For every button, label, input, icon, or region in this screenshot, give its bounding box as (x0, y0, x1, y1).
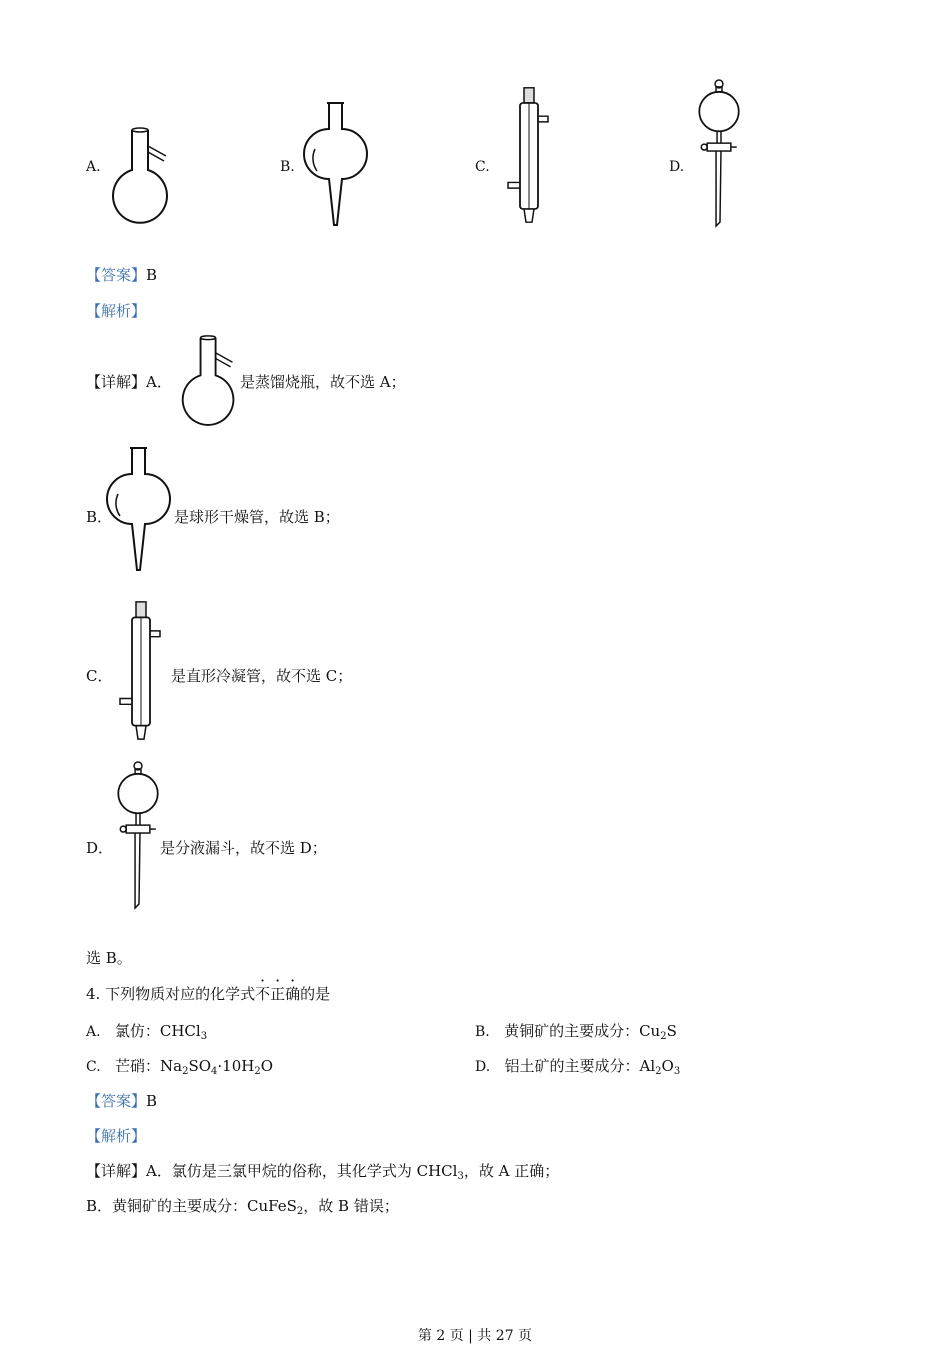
q4-detail-a-sub: 3 (457, 1171, 464, 1182)
detail-d-label: D． (86, 839, 114, 857)
q4-detail-b (86, 1196, 399, 1216)
detail-b-text: 是球形干燥管，故选 B； (174, 508, 340, 526)
q4-option-a-label: A. (86, 1024, 101, 1040)
q4-option-d-sub2: 3 (673, 1066, 681, 1077)
distillation-flask-small-image (180, 334, 238, 428)
q4-option-b-sub: 2 (660, 1031, 667, 1042)
q4-option-c-sub3: 2 (254, 1066, 261, 1077)
distillation-flask-image (112, 126, 170, 226)
q4-detail-a-text: A．氯仿是三氯甲烷的俗称，其化学式为 CHCl (146, 1162, 458, 1180)
detail-tag: 【详解】 (86, 1162, 147, 1180)
q3-answer (86, 265, 157, 285)
answer-tag: 【答案】 (86, 1092, 147, 1110)
q4-option-d-text: 铝土矿的主要成分：Al (504, 1057, 656, 1075)
separatory-funnel-image (697, 78, 743, 228)
option-d-label: D. (669, 159, 685, 175)
detail-c-label: C． (86, 667, 113, 685)
option-b-label: B. (280, 159, 295, 175)
page-footer: 第 2 页 | 共 27 页 (417, 1328, 533, 1344)
detail-tag: 【详解】 (86, 373, 147, 391)
detail-a-label: A． (146, 373, 172, 391)
q4-option-c-sub2: 4 (211, 1066, 218, 1077)
q4-option-b-end: S (666, 1022, 677, 1040)
q4-detail-a (86, 1161, 559, 1181)
q4-analysis-tag: 【解析】 (86, 1127, 147, 1145)
q4-option-d-mid: O (661, 1057, 674, 1075)
q4-detail-b-text: B．黄铜矿的主要成分：CuFeS (86, 1197, 297, 1215)
q4-option-b (475, 1021, 677, 1042)
condenser-image (500, 84, 556, 226)
q4-option-a-sub: 3 (200, 1031, 208, 1042)
q4-option-a (86, 1021, 207, 1042)
option-a-label: A. (86, 159, 101, 175)
q3-analysis-tag: 【解析】 (86, 302, 147, 320)
q4-option-d-label: D. (475, 1059, 491, 1075)
condenser-small-image (112, 598, 168, 743)
q4-detail-a-end: ，故 A 正确； (463, 1162, 560, 1180)
answer-value: B (146, 1092, 158, 1110)
detail-d-text: 是分液漏斗，故不选 D； (160, 839, 327, 857)
q4-stem-prefix: 4. 下列物质对应的化学式 (86, 985, 256, 1003)
q4-option-c (86, 1056, 273, 1077)
q4-option-d (475, 1056, 680, 1077)
q4-detail-b-end: ，故 B 错误； (303, 1197, 399, 1215)
q4-answer (86, 1091, 157, 1111)
q4-detail-b-sub: 2 (296, 1206, 304, 1217)
option-c-label: C. (475, 159, 490, 175)
answer-tag: 【答案】 (86, 266, 147, 284)
q4-stem-emphasis-3: 确 (285, 985, 301, 1003)
q3-conclusion: 选 B。 (86, 949, 132, 967)
q4-option-c-mid1: SO (188, 1057, 212, 1075)
q4-option-c-mid2: ·10H (217, 1057, 255, 1075)
q4-option-c-text: 芒硝：Na (114, 1057, 183, 1075)
q4-option-c-sub1: 2 (182, 1066, 189, 1077)
q4-option-a-text: 氯仿：CHCl (114, 1022, 201, 1040)
drying-tube-image (301, 99, 371, 229)
q4-option-b-text: 黄铜矿的主要成分：Cu (504, 1022, 661, 1040)
detail-a-text: 是蒸馏烧瓶，故不选 A； (240, 373, 406, 391)
q4-stem-emphasis-1: 不 (255, 985, 271, 1003)
detail-a-prefix (86, 372, 172, 392)
q4-option-c-end: O (260, 1057, 274, 1075)
separatory-funnel-small-image (116, 760, 162, 910)
q4-stem-emphasis-2: 正 (270, 985, 286, 1003)
q4-option-d-sub1: 2 (655, 1066, 662, 1077)
q4-stem (86, 984, 330, 1004)
detail-b-label: B． (86, 508, 113, 526)
q4-option-b-label: B. (475, 1024, 490, 1040)
detail-c-text: 是直形冷凝管，故不选 C； (171, 667, 353, 685)
drying-tube-small-image (104, 444, 174, 574)
q4-stem-suffix: 的是 (300, 985, 331, 1003)
q4-option-c-label: C. (86, 1059, 101, 1075)
answer-value: B (146, 266, 158, 284)
